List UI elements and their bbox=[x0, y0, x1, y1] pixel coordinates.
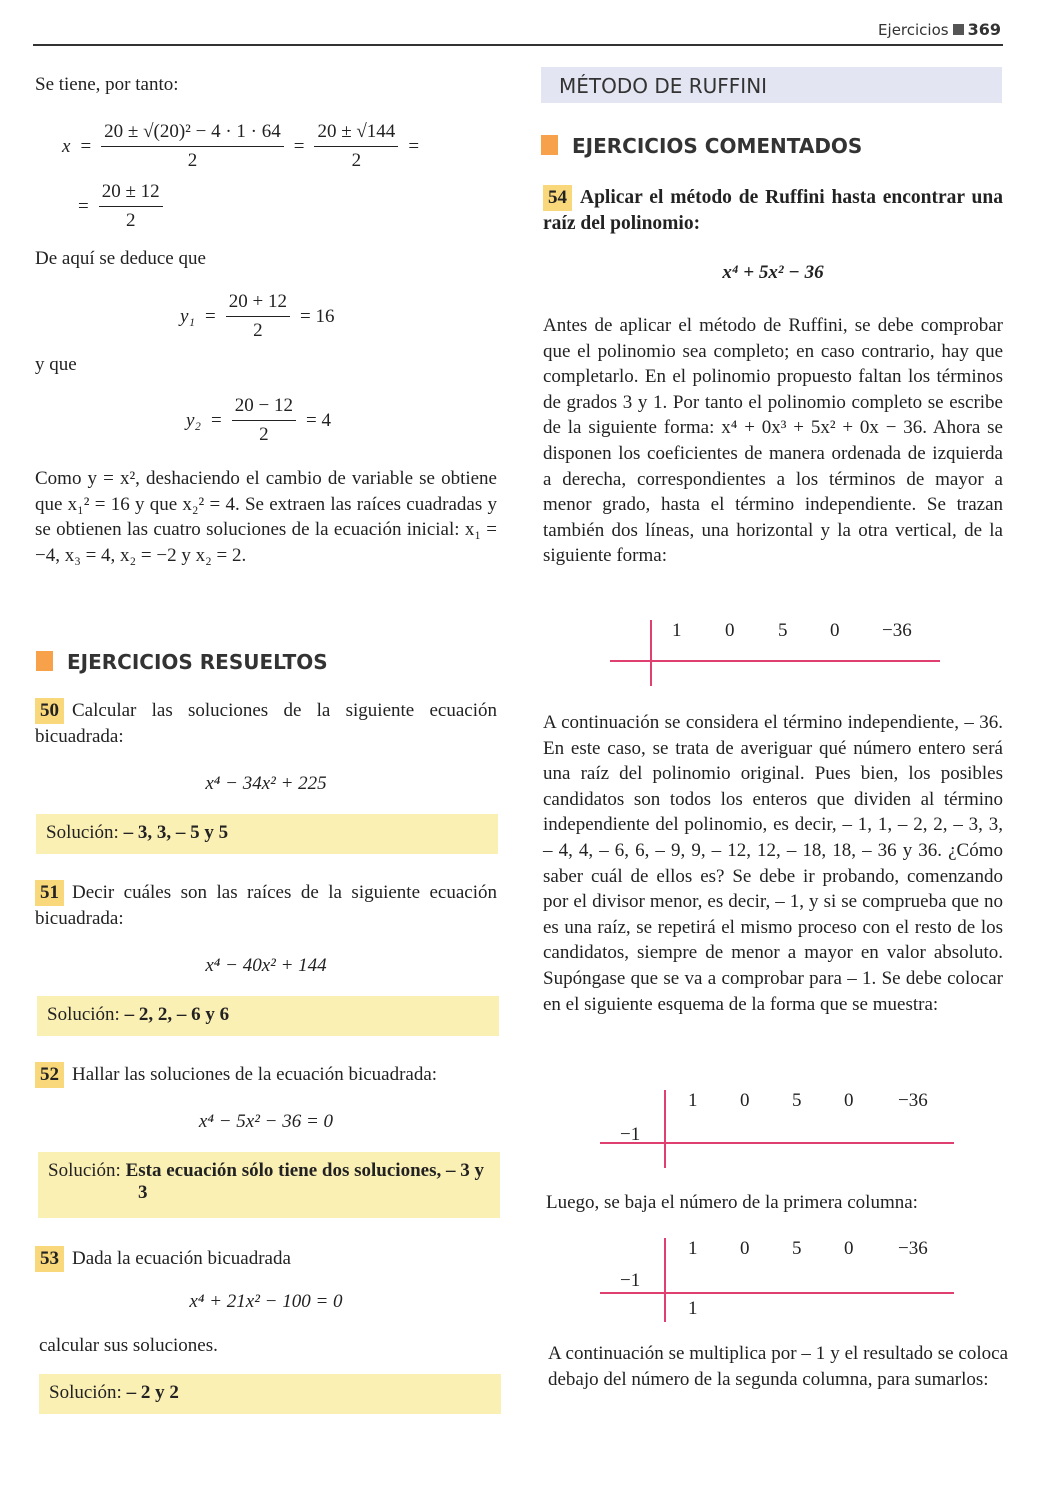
y2-frac bbox=[232, 392, 296, 449]
exercise-54 bbox=[543, 185, 1003, 236]
exercise-54-equation: x⁴ + 5x² − 36 bbox=[722, 262, 824, 283]
section-comentados-title: EJERCICIOS COMENTADOS bbox=[572, 134, 863, 158]
quad-var: x bbox=[62, 135, 71, 157]
y1-num: 20 + 12 bbox=[226, 288, 290, 317]
exercise-50 bbox=[35, 698, 497, 749]
ruffini-3-coef-2: 5 bbox=[792, 1238, 802, 1259]
quad-eq-2: = bbox=[293, 135, 305, 157]
y2-label: y₂ bbox=[186, 409, 202, 431]
header-section: Ejercicios bbox=[878, 21, 949, 39]
ruffini-1-horizontal-line bbox=[610, 660, 940, 662]
exercise-53-solution bbox=[39, 1374, 501, 1414]
section-resueltos bbox=[36, 650, 328, 674]
y2-num: 20 − 12 bbox=[232, 392, 296, 421]
exercise-53-after: calcular sus soluciones. bbox=[39, 1335, 218, 1356]
ruffini-2-vertical-line bbox=[664, 1090, 666, 1168]
quad-den-1: 2 bbox=[187, 150, 198, 171]
y1-eq: = bbox=[205, 305, 216, 327]
ruffini-3-vertical-line bbox=[664, 1238, 666, 1322]
ruffini-2-coef-0: 1 bbox=[688, 1090, 698, 1111]
ruffini-scheme-1 bbox=[610, 620, 950, 690]
paragraph-4: A continuación se multiplica por – 1 y el resultado se coloca debajo del número de la segunda columna, para sumarlos: bbox=[548, 1343, 1008, 1390]
quad-eq-1: = bbox=[80, 135, 92, 157]
ruffini-scheme-3 bbox=[600, 1238, 960, 1326]
exercise-52-solution bbox=[38, 1152, 500, 1218]
exercise-52-text: Hallar las soluciones de la ecuación bicuadrada: bbox=[72, 1064, 438, 1085]
exercise-53-solution-value: – 2 y 2 bbox=[126, 1382, 179, 1403]
paragraph-2: A continuación se considera el término independiente, – 36. En este caso, se trata de averiguar qué número entero será una raíz del polinomio original. Pues bien, los posibles candidatos son todos los enteros que dividen al término independiente del polinomio, es decir, – 1, 1, – 2, 2, – 3, 3, – 4, 4, – 6, 6, – 9, 9, – 12, 12, – 18, 18, – 36 y 36. ¿Cómo saber cuál de ellos es? Se debe ir probando, comenzando por el divisor menor, es decir, – 1, y si se comprueba que no es una raíz, se repetirá el mismo proceso con el resto de los candidatos, siempre de menor a mayor en valor absoluto. Supóngase que se va a comprobar para – 1. Se debe colocar en el siguiente esquema de la forma que se muestra: bbox=[543, 712, 1003, 1015]
ruffini-3-coef-1: 0 bbox=[740, 1238, 750, 1259]
y1-result: = 16 bbox=[299, 305, 335, 327]
y2-den: 2 bbox=[259, 424, 269, 445]
exercise-54-number: 54 bbox=[543, 185, 572, 211]
quadratic-line-2 bbox=[78, 178, 163, 235]
exercise-54-title: Aplicar el método de Ruffini hasta encontrar una raíz del polinomio: bbox=[543, 187, 1003, 234]
exercise-50-solution-label: Solución: bbox=[46, 822, 119, 843]
ruffini-1-coef-4: −36 bbox=[882, 620, 912, 641]
quadratic-line-1 bbox=[62, 118, 419, 175]
orange-square-icon bbox=[36, 651, 53, 671]
method-title-bar bbox=[541, 67, 1002, 103]
y1-label: y₁ bbox=[180, 305, 196, 327]
exercise-53-text: Dada la ecuación bicuadrada bbox=[72, 1248, 291, 1269]
quad-num-2: 20 ± √144 bbox=[314, 118, 398, 147]
ruffini-1-coef-0: 1 bbox=[672, 620, 682, 641]
exercise-50-solution bbox=[36, 814, 498, 854]
exercise-53-equation: x⁴ + 21x² − 100 = 0 bbox=[189, 1291, 343, 1312]
exercise-52-number: 52 bbox=[35, 1062, 64, 1088]
y2-equation bbox=[186, 392, 331, 449]
page-header bbox=[878, 20, 1001, 39]
y1-den: 2 bbox=[253, 320, 263, 341]
quad-den-2: 2 bbox=[351, 150, 362, 171]
y2-eq: = bbox=[211, 409, 222, 431]
exercise-50-equation: x⁴ − 34x² + 225 bbox=[205, 773, 327, 794]
ruffini-2-horizontal-line bbox=[600, 1142, 954, 1144]
page-number: 369 bbox=[967, 20, 1001, 39]
y1-frac bbox=[226, 288, 290, 345]
ruffini-3-horizontal-line bbox=[600, 1292, 954, 1294]
ruffini-2-coef-2: 5 bbox=[792, 1090, 802, 1111]
ruffini-2-coef-3: 0 bbox=[844, 1090, 854, 1111]
section-resueltos-title: EJERCICIOS RESUELTOS bbox=[67, 650, 328, 674]
ruffini-2-coef-1: 0 bbox=[740, 1090, 750, 1111]
quad-eq-4: = bbox=[78, 195, 89, 217]
quad-frac-3 bbox=[99, 178, 163, 235]
exercise-53 bbox=[35, 1246, 497, 1272]
ruffini-3-coef-0: 1 bbox=[688, 1238, 698, 1259]
exercise-50-text: Calcular las soluciones de la siguiente ecuación bicuadrada: bbox=[35, 700, 497, 747]
exercise-50-number: 50 bbox=[35, 698, 64, 724]
paragraph-1: Antes de aplicar el método de Ruffini, se debe comprobar que el polinomio sea completo; en caso contrario, hay que completarlo. En el polinomio propuesto faltan los términos de grados 3 y 1. Por tanto el polinomio completo se escribe de la siguiente forma: x⁴ + 0x³ + 5x² + 0x − 36. Ahora se disponen los coeficientes de manera ordenada de izquierda a derecha, correspondientes a los términos de mayor a menor grado, hasta el término independiente. Se trazan también dos líneas, una horizontal y la otra vertical, de la siguiente forma: bbox=[543, 315, 1003, 567]
intro-text: Se tiene, por tanto: bbox=[35, 74, 179, 95]
exercise-51-solution-value: – 2, 2, – 6 y 6 bbox=[124, 1004, 230, 1025]
exercise-53-number: 53 bbox=[35, 1246, 64, 1272]
ruffini-3-coef-3: 0 bbox=[844, 1238, 854, 1259]
como-paragraph: Como y = x², deshaciendo el cambio de variable se obtiene que x₁² = 16 y que x₂² = 4. Se extraen las raíces cuadradas y se obtienen las cuatro soluciones de la ecuación inicial: x₁ = −4, x₃ = 4, x₂ = −2 y x₂ = 2. bbox=[35, 468, 497, 566]
method-title: MÉTODO DE RUFFINI bbox=[559, 74, 768, 98]
exercise-51-solution bbox=[37, 996, 499, 1036]
quad-frac-2 bbox=[314, 118, 398, 175]
exercise-50-solution-value: – 3, 3, – 5 y 5 bbox=[123, 822, 229, 843]
ruffini-1-vertical-line bbox=[650, 620, 652, 686]
y-que-text: y que bbox=[35, 354, 77, 375]
exercise-51-solution-label: Solución: bbox=[47, 1004, 120, 1025]
exercise-52-solution-value: Esta ecuación sólo tiene dos soluciones, – 3 y 3 bbox=[125, 1160, 484, 1203]
ruffini-scheme-2 bbox=[600, 1090, 960, 1170]
ruffini-1-coef-2: 5 bbox=[778, 620, 788, 641]
ruffini-2-divisor: −1 bbox=[620, 1124, 641, 1145]
orange-square-icon bbox=[541, 135, 558, 155]
header-rule bbox=[33, 44, 1003, 46]
ruffini-1-coef-1: 0 bbox=[725, 620, 735, 641]
exercise-52-solution-label: Solución: bbox=[48, 1160, 121, 1181]
ruffini-3-bring-down: 1 bbox=[688, 1298, 698, 1319]
ruffini-3-divisor: −1 bbox=[620, 1270, 641, 1291]
exercise-52 bbox=[35, 1062, 497, 1088]
y2-result: = 4 bbox=[305, 409, 331, 431]
ruffini-3-coef-4: −36 bbox=[898, 1238, 928, 1259]
exercise-51-number: 51 bbox=[35, 880, 64, 906]
section-comentados bbox=[541, 134, 862, 158]
quad-den-3: 2 bbox=[125, 210, 136, 231]
quad-num-1: 20 ± √(20)² − 4 · 1 · 64 bbox=[101, 118, 284, 147]
exercise-53-solution-label: Solución: bbox=[49, 1382, 122, 1403]
quad-frac-1 bbox=[101, 118, 284, 175]
exercise-51-text: Decir cuáles son las raíces de la siguiente ecuación bicuadrada: bbox=[35, 882, 497, 929]
quad-eq-3: = bbox=[408, 135, 420, 157]
exercise-51 bbox=[35, 880, 497, 931]
paragraph-3: Luego, se baja el número de la primera columna: bbox=[546, 1192, 918, 1213]
quad-num-3: 20 ± 12 bbox=[99, 178, 163, 207]
y1-equation bbox=[180, 288, 334, 345]
ruffini-1-coef-3: 0 bbox=[830, 620, 840, 641]
square-bullet-icon bbox=[953, 24, 964, 35]
exercise-51-equation: x⁴ − 40x² + 144 bbox=[205, 955, 327, 976]
deduce-text: De aquí se deduce que bbox=[35, 248, 206, 269]
ruffini-2-coef-4: −36 bbox=[898, 1090, 928, 1111]
exercise-52-equation: x⁴ − 5x² − 36 = 0 bbox=[198, 1111, 334, 1132]
